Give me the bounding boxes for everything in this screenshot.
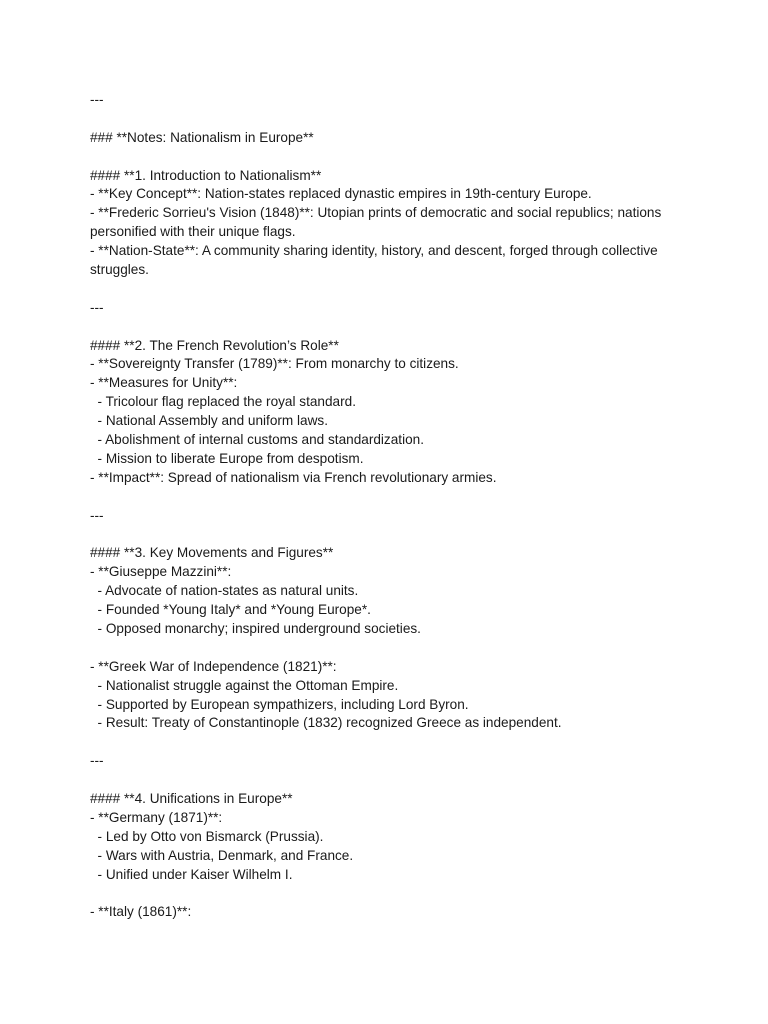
blank-line bbox=[90, 148, 720, 167]
text-line: - Unified under Kaiser Wilhelm I. bbox=[90, 866, 293, 882]
text-line: - Result: Treaty of Constantinople (1832) recognized Greece as independent. bbox=[90, 715, 562, 731]
text-line: - Mission to liberate Europe from despotism. bbox=[90, 450, 364, 466]
text-line: #### **2. The French Revolution’s Role** bbox=[90, 337, 339, 353]
text-line: --- bbox=[90, 92, 104, 107]
text-line: - Led by Otto von Bismarck (Prussia). bbox=[90, 828, 324, 844]
text-line: #### **4. Unifications in Europe** bbox=[90, 790, 293, 806]
text-line: - **Germany (1871)**: bbox=[90, 809, 223, 825]
blank-line bbox=[90, 525, 720, 544]
text-line: --- bbox=[90, 507, 104, 523]
text-line: - **Nation-State**: A community sharing identity, history, and descent, forged through collective bbox=[90, 243, 658, 259]
text-line: #### **3. Key Movements and Figures** bbox=[90, 545, 334, 561]
text-line: - National Assembly and uniform laws. bbox=[90, 413, 328, 429]
blank-line bbox=[90, 488, 720, 507]
blank-line bbox=[90, 884, 720, 903]
text-line: #### **1. Introduction to Nationalism** bbox=[90, 167, 322, 183]
text-line: - Supported by European sympathizers, including Lord Byron. bbox=[90, 696, 469, 712]
text-line: - Tricolour flag replaced the royal standard. bbox=[90, 394, 356, 410]
text-line: - Nationalist struggle against the Ottoman Empire. bbox=[90, 677, 399, 693]
document-body bbox=[90, 91, 720, 922]
text-line: - **Key Concept**: Nation-states replaced dynastic empires in 19th-century Europe. bbox=[90, 186, 592, 202]
blank-line bbox=[90, 771, 720, 790]
text-line: - **Frederic Sorrieu's Vision (1848)**: Utopian prints of democratic and social republics; nations bbox=[90, 205, 662, 221]
blank-line bbox=[90, 280, 720, 299]
text-line: - **Giuseppe Mazzini**: bbox=[90, 564, 232, 580]
text-line: - **Impact**: Spread of nationalism via French revolutionary armies. bbox=[90, 469, 497, 485]
blank-line bbox=[90, 639, 720, 658]
text-line: personified with their unique flags. bbox=[90, 224, 296, 240]
text-line: - Opposed monarchy; inspired underground societies. bbox=[90, 620, 421, 636]
text-line: - **Greek War of Independence (1821)**: bbox=[90, 658, 337, 674]
text-line: - Abolishment of internal customs and standardization. bbox=[90, 432, 424, 448]
blank-line bbox=[90, 733, 720, 752]
text-line: - **Sovereignty Transfer (1789)**: From monarchy to citizens. bbox=[90, 356, 459, 372]
text-line: struggles. bbox=[90, 262, 149, 278]
text-line: - Advocate of nation-states as natural units. bbox=[90, 583, 359, 599]
text-line: --- bbox=[90, 299, 104, 315]
text-line: - **Italy (1861)**: bbox=[90, 904, 192, 920]
text-line: - Founded *Young Italy* and *Young Europe*. bbox=[90, 602, 371, 618]
text-line: --- bbox=[90, 753, 104, 769]
text-line: - **Measures for Unity**: bbox=[90, 375, 238, 391]
text-line: ### **Notes: Nationalism in Europe** bbox=[90, 129, 314, 145]
blank-line bbox=[90, 318, 720, 337]
blank-line bbox=[90, 110, 720, 129]
text-line: - Wars with Austria, Denmark, and France. bbox=[90, 847, 354, 863]
